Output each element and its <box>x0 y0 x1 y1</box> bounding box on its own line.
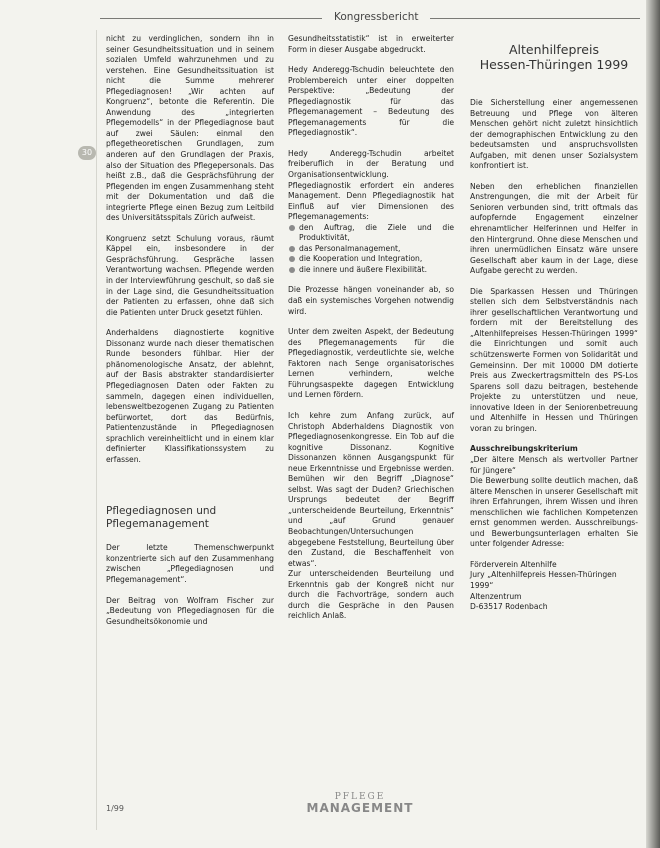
award-title: Altenhilfepreis Hessen-Thüringen 1999 <box>479 42 629 72</box>
col3-paragraph-1: Die Sicherstellung einer angemessenen Betreuung und Pflege von älteren Menschen gehört nicht zuletzt hinsichtlich der demographischen Entwicklung zu den bedeutsamsten und anspruchsvollsten Aufgaben, mit denen unser Sozialsystem konfrontiert ist. <box>470 98 638 171</box>
page-number: 1/99 <box>106 804 124 813</box>
scan-edge-shadow <box>646 0 660 848</box>
col2-paragraph-1: Gesundheitsstatistik“ ist in erweiterter Form in dieser Ausgabe abgedruckt. <box>288 34 454 54</box>
subheading-pflegemanagement: Pflegediagnosen und Pflegemanagement <box>106 505 217 531</box>
page-gutter-line <box>96 30 97 830</box>
list-item: das Personalmanagement, <box>288 244 454 255</box>
list-item: die innere und äußere Flexibilität. <box>288 265 454 276</box>
criteria-heading: Ausschreibungskriterium <box>470 444 578 454</box>
column-1 <box>106 34 274 637</box>
bullet-icon <box>289 267 295 273</box>
col2-paragraph-3: Hedy Anderegg-Tschudin arbeitet freiberuflich in der Beratung und Organisationsentwicklung. Pflegediagnostik erfordert ein anderes Management. Denn Pflegediagnostik hat Einfluß auf vier Dimensionen des Pflegemanagements: <box>288 148 454 222</box>
list-item: die Kooperation und Integration, <box>288 254 454 265</box>
column-3-award-box <box>470 34 638 613</box>
col1-paragraph-2: Kongruenz setzt Schulung voraus, räumt Käppel ein, insbesondere in der Gesprächsführung. Gespräche lassen Verantwortung wachsen. Pflegende werden in der Interviewführung geschult, so daß sie in der Lage sind, die Gesundheitssituation der Patienten zu erfassen, ohne daß sich die Patienten unter Druck gesetzt fühlen. <box>106 233 274 317</box>
section-title: Kongressbericht <box>330 11 423 23</box>
page-header <box>100 10 640 28</box>
col2-paragraph-7: Zur unterscheidenden Beurteilung und Erkenntnis gab der Kongreß nicht nur durch die Fachvorträge, sondern auch durch die Gespräche in den Pausen reichlich Anlaß. <box>288 569 454 621</box>
header-rule-right <box>430 18 640 19</box>
col2-paragraph-4: Die Prozesse hängen voneinander ab, so daß ein systemisches Vorgehen notwendig wird. <box>288 285 454 316</box>
col3-paragraph-5: Die Bewerbung sollte deutlich machen, daß ältere Menschen in unserer Gesellschaft mit ihren Erfahrungen, ihrem Wissen und ihren menschlichen wie fachlichen Kompetenzen ernst genommen werden. Ausschreibungs- und Bewerbungsunterlagen erhalten Sie unter folgender Adresse: <box>470 476 638 549</box>
col3-paragraph-3: Die Sparkassen Hessen und Thüringen stellen sich dem Selbstverständnis nach ihrer gesellschaftlichen Verantwortung und fordern mit der Bereitstellung des „Altenhilfepreises Hessen-Thüringen 1999“ die Einrichtungen und somit auch schützenswerte Formen von Solidarität und Gemeinsinn. Der mit 10000 DM dotierte Preis aus Zweckertragsmitteln des PS-Los Sparens soll dazu beitragen, bestehende Projekte zu unterstützen und neue, innovative Ideen in der Seniorenbetreuung und Altenhilfe in Hessen und Thüringen voran zu bringen. <box>470 286 638 433</box>
column-2 <box>288 34 454 632</box>
list-item: den Auftrag, die Ziele und die Produktivität, <box>288 223 454 244</box>
col1-paragraph-5: Der Beitrag von Wolfram Fischer zur „Bedeutung von Pflegediagnosen für die Gesundheitsökonomie und <box>106 595 274 626</box>
magazine-logo: PFLEGE MANAGEMENT <box>306 792 414 815</box>
page-marker-badge: 30 <box>78 146 96 160</box>
col3-paragraph-2: Neben den erheblichen finanziellen Anstrengungen, die mit der Arbeit für Senioren verbunden sind, tritt oftmals das aufopfernde Engagement einzelner ehrenamtlicher Helferinnen und Helfer in den Hintergrund. Ohne diese Menschen und ihren unermüdlichen Einsatz wäre unsere Gesellschaft aber kaum in der Lage, diese Aufgabe gerecht zu werden. <box>470 181 638 276</box>
col1-paragraph-3: Anderhaldens diagnostierte kognitive Dissonanz wurde nach dieser thematischen Runde besonders fühlbar. Hier der phänomenologische Ansatz, der ablehnt, auf der Basis abstrakter standardisierter Pflegediagnosen Daten oder Fakten zu sammeln, dagegen einen individuellen, lebensweltbezogenen Zugang zu Patienten befürwortet, dort das Bedürfnis, Patientenzustände in Pflegediagnosen sprachlich vereinheitlicht und in einem klar definierter Klassifikationssystem zu erfassen. <box>106 328 274 464</box>
contact-address: Förderverein Altenhilfe Jury „Altenhilfepreis Hessen-Thüringen 1999“ Altenzentrum D-63517 Rodenbach <box>470 559 617 612</box>
header-rule-left <box>100 18 322 19</box>
management-dimensions-list <box>288 223 454 276</box>
bullet-icon <box>289 256 295 262</box>
col1-paragraph-1: nicht zu verdinglichen, sondern ihn in seiner Gesundheitssituation und in seinem sozialen Umfeld wahrzunehmen und zu verstehen. Eine Gesundheitssituation ist nicht die Summe mehrerer Pflegediagnosen! „Wir achten auf Kongruenz“, betonte die Referentin. Die Anwendung des „integrierten Pflegemodells“ in der Pflegediagnose baut auf zwei Säulen: einmal den pflegetheoretischen Grundlagen, zum anderen auf den Grundlagen der Praxis, also der Situation des Pflegepersonals. Das heißt z.B., daß die Gesprächsführung der Pflegenden im engen Zusammenhang steht mit der Dokumentation und daß die integrierte Pflege einen Bezug zum Leitbild des Universitätsspitals Zürich aufweist. <box>106 34 274 223</box>
col2-paragraph-5: Unter dem zweiten Aspekt, der Bedeutung des Pflegemanagements für die Pflegediagnostik, verdeutlichte sie, welche Faktoren nach Senge organisatorisches Lernen verhindern, welche Führungsaspekte dagegen Entwicklung und Lernen fördern. <box>288 327 454 400</box>
col2-paragraph-6: Ich kehre zum Anfang zurück, auf Christoph Abderhaldens Diagnostik von Pflegediagnosenkongresse. Ein Tob auf die kognitive Dissonanz. Kognitive Dissonanzen können Ausgangspunkt für neue Erkenntnisse und Ergebnisse werden. Bemühen wir den Begriff „Diagnose“ selbst. Was sagt der Duden? Griechischen Ursprungs bedeutet der Begriff „unterscheidende Beurteilung, Erkenntnis“ und „auf Grund genauer Beobachtungen/Untersuchungen abgegebene Feststellung, Beurteilung über den Zustand, die Beschaffenheit von etwas“. <box>288 410 454 568</box>
bullet-icon <box>289 246 295 252</box>
col3-paragraph-4: „Der ältere Mensch als wertvoller Partner für Jüngere“ <box>470 454 638 475</box>
col1-paragraph-4: Der letzte Themenschwerpunkt konzentrierte sich auf den Zusammenhang zwischen „Pflegediagnosen und Pflegemanagement“. <box>106 543 274 584</box>
col2-paragraph-2: Hedy Anderegg-Tschudin beleuchtete den Problembereich unter einer doppelten Perspektive: „Bedeutung der Pflegediagnostik für das Pflegemanagement – Bedeutung des Pflegemanagements für die Pflegediagnostik“. <box>288 65 454 138</box>
bullet-icon <box>289 225 295 231</box>
